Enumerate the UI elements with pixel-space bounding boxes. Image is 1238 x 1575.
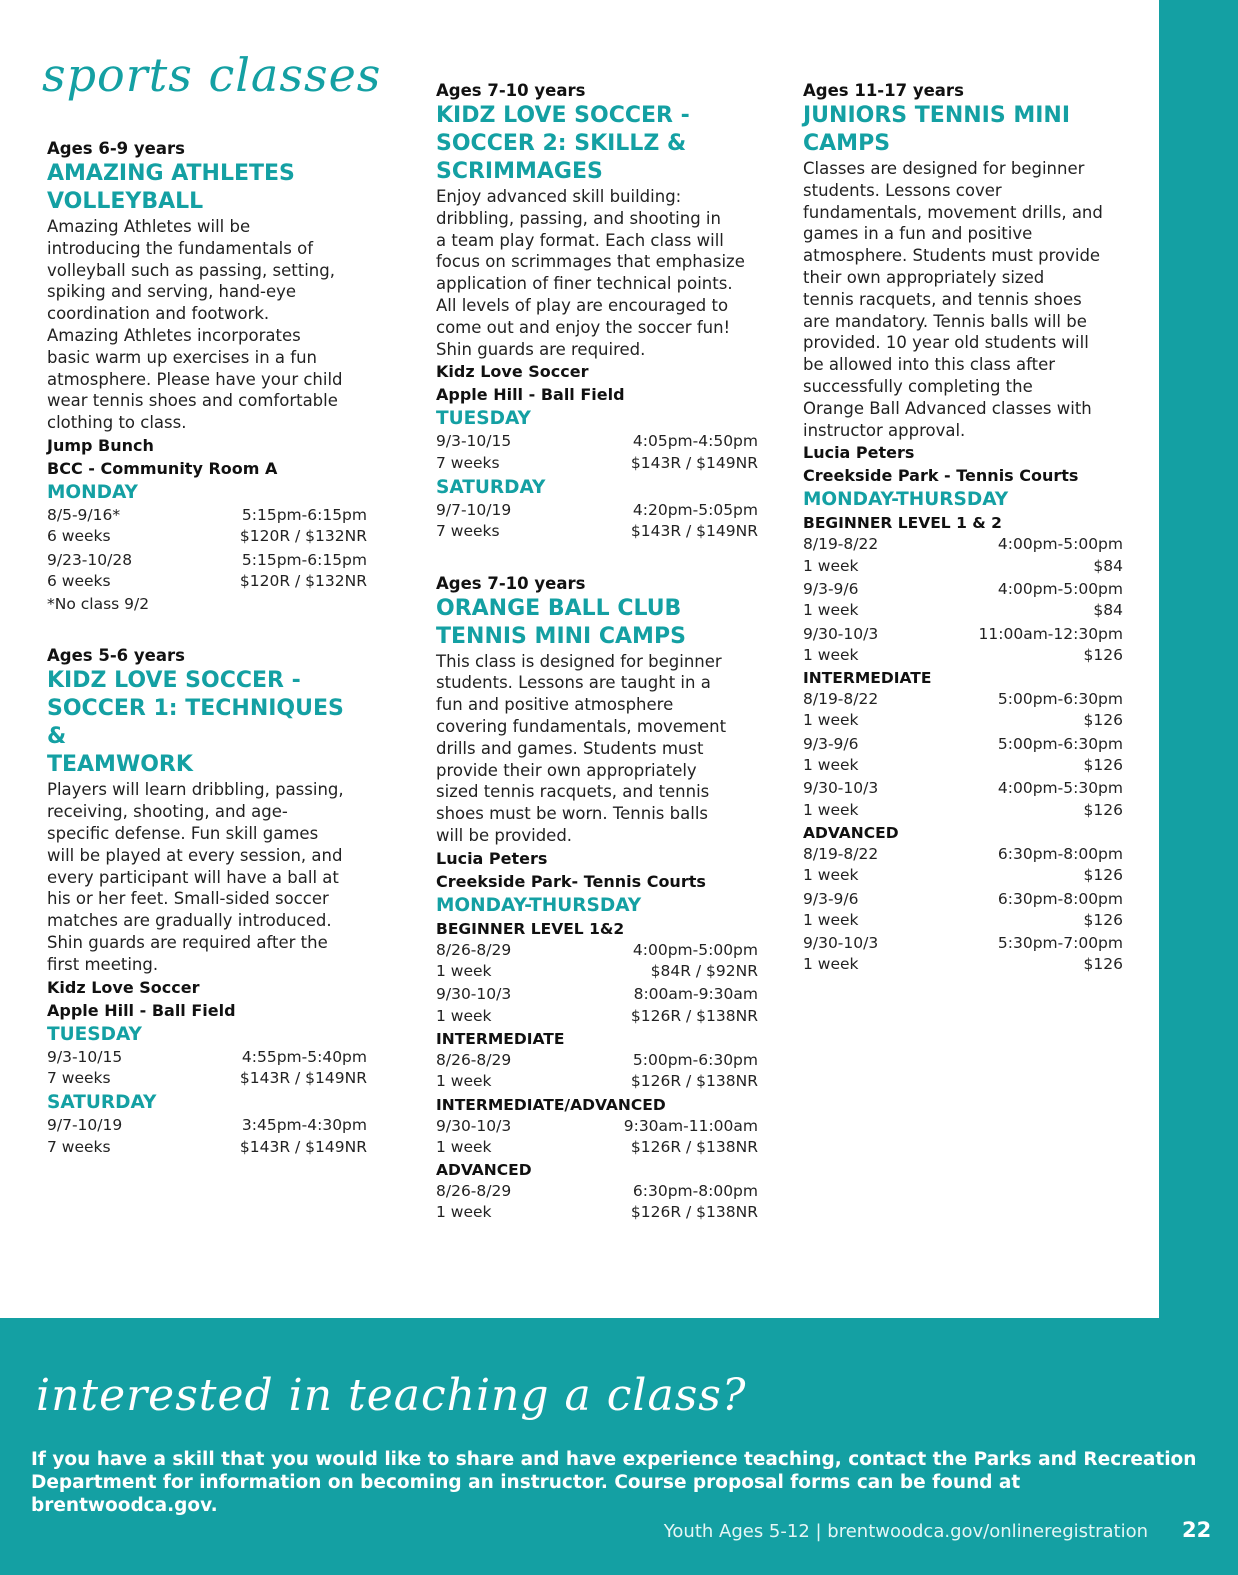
- skill-level: INTERMEDIATE: [436, 1029, 565, 1048]
- session-duration: 7 weeks: [47, 1137, 111, 1156]
- session-time: 4:00pm-5:00pm: [997, 579, 1123, 598]
- session-duration-price: [803, 800, 1123, 821]
- session-row: [436, 984, 758, 1027]
- session-duration-price: [436, 1071, 758, 1092]
- column-2: [436, 80, 758, 1254]
- session-price: $84R / $92NR: [650, 962, 758, 981]
- session-dates: 9/3-9/6: [803, 579, 859, 598]
- session-duration: 1 week: [436, 962, 492, 981]
- class-location: Creekside Park - Tennis Courts: [803, 466, 1079, 486]
- session-duration: 1 week: [803, 866, 859, 885]
- session-dates: 8/19-8/22: [803, 535, 879, 554]
- session-price: $143R / $149NR: [630, 453, 758, 472]
- class-day: TUESDAY: [436, 408, 531, 430]
- session-dates-time: [803, 734, 1123, 755]
- session-duration-price: [803, 755, 1123, 776]
- session-duration-price: [436, 1006, 758, 1027]
- description-line: every participant will have a ball at: [47, 867, 339, 887]
- class-day: MONDAY-THURSDAY: [436, 894, 642, 916]
- session-row: [436, 940, 758, 983]
- class-age: Ages 6-9 years: [47, 139, 185, 158]
- description-line: first meeting.: [47, 954, 159, 974]
- session-duration: 1 week: [803, 645, 859, 664]
- session-dates: 8/26-8/29: [436, 940, 512, 959]
- session-duration: 6 weeks: [47, 527, 111, 546]
- class-age: Ages 7-10 years: [436, 81, 586, 100]
- description-line: students. Lessons cover: [803, 180, 1002, 200]
- session-price: $126: [1083, 910, 1123, 929]
- session-time: 4:20pm-5:05pm: [632, 500, 758, 519]
- session-row: [47, 1115, 367, 1158]
- class-day: SATURDAY: [47, 1092, 157, 1114]
- description-line: will be provided.: [436, 825, 573, 845]
- session-time: 3:45pm-4:30pm: [241, 1116, 367, 1135]
- description-line: application of finer technical points.: [436, 274, 733, 294]
- session-dates: 9/30-10/3: [436, 985, 512, 1004]
- page-number: 22: [1182, 1518, 1212, 1542]
- session-duration: 1 week: [803, 601, 859, 620]
- session-duration-price: [803, 600, 1123, 621]
- description-line: Classes are designed for beginner: [803, 159, 1085, 178]
- session-dates-time: [803, 624, 1123, 645]
- description-line: basic warm up exercises in a fun: [47, 347, 317, 367]
- session-price: $120R / $132NR: [239, 571, 367, 590]
- session-time: 6:30pm-8:00pm: [997, 889, 1123, 908]
- session-time: 4:05pm-4:50pm: [632, 432, 758, 451]
- description-line: provided. 10 year old students will: [803, 333, 1089, 353]
- session-time: 5:15pm-6:15pm: [241, 505, 367, 524]
- class-title: [436, 595, 758, 651]
- session-duration-price: [436, 1202, 758, 1223]
- description-line: come out and enjoy the soccer fun!: [436, 317, 731, 337]
- description-line: matches are gradually introduced.: [47, 911, 332, 931]
- description-line: volleyball such as passing, setting,: [47, 260, 335, 280]
- session-dates-time: [803, 579, 1123, 600]
- description-line: instructor approval.: [803, 420, 966, 440]
- session-time: 5:00pm-6:30pm: [997, 734, 1123, 753]
- session-row: [803, 933, 1123, 976]
- session-duration-price: [436, 961, 758, 982]
- description-line: are mandatory. Tennis balls will be: [803, 311, 1087, 331]
- session-time: 5:00pm-6:30pm: [632, 1050, 758, 1069]
- description-line: focus on scrimmages that emphasize: [436, 252, 745, 272]
- session-time: 4:55pm-5:40pm: [241, 1047, 367, 1066]
- session-duration-price: [436, 1137, 758, 1158]
- session-price: $84: [1093, 556, 1123, 575]
- description-line: games in a fun and positive: [803, 224, 1033, 244]
- session-duration: 1 week: [803, 910, 859, 929]
- description-line: introducing the fundamentals of: [47, 238, 314, 258]
- page-title: sports classes: [42, 48, 382, 102]
- description-line: covering fundamentals, movement: [436, 716, 727, 736]
- class-description: [436, 186, 758, 360]
- class-block: [47, 138, 367, 615]
- session-time: 4:00pm-5:00pm: [632, 940, 758, 959]
- session-dates-time: [803, 844, 1123, 865]
- class-title-line: ORANGE BALL CLUB: [436, 595, 682, 621]
- session-dates-time: [436, 500, 758, 521]
- class-title-line: TENNIS MINI CAMPS: [436, 623, 686, 649]
- session-dates-time: [803, 889, 1123, 910]
- session-dates-time: [803, 778, 1123, 799]
- class-description: [436, 651, 758, 847]
- description-line: successfully completing the: [803, 376, 1033, 396]
- class-title: [803, 102, 1123, 158]
- column-3: [803, 80, 1123, 1006]
- session-duration: 1 week: [803, 711, 859, 730]
- instructor-name: Kidz Love Soccer: [47, 977, 200, 997]
- session-duration-price: [47, 1068, 367, 1089]
- session-duration: 7 weeks: [436, 522, 500, 541]
- description-line: their own appropriately sized: [803, 267, 1045, 287]
- instructor-name: Kidz Love Soccer: [436, 362, 589, 382]
- session-dates: 8/26-8/29: [436, 1050, 512, 1069]
- session-price: $84: [1093, 601, 1123, 620]
- class-age: Ages 5-6 years: [47, 646, 185, 666]
- session-duration: 6 weeks: [47, 571, 111, 590]
- session-duration-price: [436, 521, 758, 542]
- class-title-line: AMAZING ATHLETES: [47, 161, 295, 186]
- class-location: Apple Hill - Ball Field: [47, 1000, 236, 1020]
- session-dates: 8/26-8/29: [436, 1182, 512, 1201]
- session-dates: 9/3-10/15: [47, 1047, 123, 1066]
- session-dates-time: [47, 550, 367, 571]
- session-row: [47, 1047, 367, 1090]
- session-price: $126: [1083, 866, 1123, 885]
- session-row: [803, 579, 1123, 622]
- description-line: spiking and serving, hand-eye: [47, 282, 297, 302]
- session-duration: 1 week: [436, 1006, 492, 1025]
- class-title-line: JUNIORS TENNIS MINI: [803, 103, 1071, 128]
- session-duration-price: [803, 910, 1123, 931]
- skill-level: INTERMEDIATE: [803, 669, 932, 688]
- description-line: coordination and footwork.: [47, 304, 270, 324]
- class-age: Ages 7-10 years: [436, 573, 586, 593]
- session-duration-price: [436, 453, 758, 474]
- session-row: [803, 778, 1123, 821]
- description-line: a team play format. Each class will: [436, 230, 724, 250]
- session-row: [436, 1116, 758, 1159]
- cta-text: If you have a skill that you would like to share and have experience teaching, contact the Parks and Recreation Department for information on becoming an instructor. Course proposal forms can be found at brentwoodca.gov.: [31, 1449, 1197, 1516]
- description-line: Enjoy advanced skill building:: [436, 187, 682, 206]
- side-accent-band: [1159, 0, 1238, 1318]
- class-day: TUESDAY: [47, 1023, 142, 1045]
- session-duration: 1 week: [436, 1072, 492, 1091]
- session-row: [436, 500, 758, 543]
- session-duration: 1 week: [436, 1137, 492, 1156]
- class-description: [47, 216, 367, 434]
- session-row: [436, 1050, 758, 1093]
- session-time: 5:30pm-7:00pm: [997, 934, 1123, 953]
- class-block: [436, 80, 758, 543]
- class-age: Ages 11-17 years: [803, 81, 964, 100]
- session-time: 5:00pm-6:30pm: [997, 690, 1123, 709]
- instructor-name: Jump Bunch: [47, 435, 154, 455]
- session-duration: 7 weeks: [47, 1068, 111, 1087]
- description-line: wear tennis shoes and comfortable: [47, 391, 338, 411]
- session-time: 9:30am-11:00am: [623, 1116, 758, 1135]
- session-dates-time: [803, 534, 1123, 555]
- skill-level: BEGINNER LEVEL 1&2: [436, 919, 625, 938]
- description-line: will be played at every session, and: [47, 845, 343, 865]
- session-duration-price: [47, 1137, 367, 1158]
- class-block: [47, 645, 367, 1157]
- session-duration-price: [47, 571, 367, 592]
- session-duration: 1 week: [803, 800, 859, 819]
- session-duration-price: [803, 645, 1123, 666]
- footer-text: Youth Ages 5-12 | brentwoodca.gov/onlineregistration: [663, 1521, 1148, 1542]
- description-line: drills and games. Students must: [436, 738, 704, 758]
- description-line: clothing to class.: [47, 413, 187, 433]
- session-dates: 9/3-9/6: [803, 889, 859, 908]
- class-title-line: TEAMWORK: [47, 752, 193, 778]
- session-time: 6:30pm-8:00pm: [632, 1182, 758, 1201]
- session-dates: 8/19-8/22: [803, 690, 879, 709]
- session-row: [436, 431, 758, 474]
- session-row: [47, 550, 367, 593]
- description-line: atmosphere. Students must provide: [803, 246, 1101, 266]
- session-price: $143R / $149NR: [630, 522, 758, 541]
- class-title-line: CAMPS: [803, 131, 891, 156]
- session-duration: 7 weeks: [436, 453, 500, 472]
- session-duration: 1 week: [803, 955, 859, 974]
- column-1: [47, 138, 367, 1188]
- session-row: [47, 505, 367, 548]
- class-location: BCC - Community Room A: [47, 458, 278, 478]
- session-duration-price: [803, 556, 1123, 577]
- session-dates-time: [803, 689, 1123, 710]
- class-title: [47, 667, 367, 779]
- class-title-line: SCRIMMAGES: [436, 159, 603, 184]
- session-dates: 9/30-10/3: [803, 624, 879, 643]
- session-dates-time: [436, 1050, 758, 1071]
- description-line: All levels of play are encouraged to: [436, 295, 729, 315]
- session-price: $126R / $138NR: [630, 1137, 758, 1156]
- session-row: [803, 689, 1123, 732]
- session-dates: 9/30-10/3: [803, 934, 879, 953]
- session-price: $126R / $138NR: [630, 1203, 758, 1222]
- session-price: $126: [1083, 711, 1123, 730]
- session-dates-time: [803, 933, 1123, 954]
- session-price: $126R / $138NR: [630, 1006, 758, 1025]
- session-row: [803, 844, 1123, 887]
- session-row: [803, 889, 1123, 932]
- description-line: shoes must be worn. Tennis balls: [436, 804, 709, 824]
- session-time: 5:15pm-6:15pm: [241, 550, 367, 569]
- description-line: dribbling, passing, and shooting in: [436, 208, 721, 228]
- session-dates: 9/23-10/28: [47, 550, 133, 569]
- class-title-line: SOCCER 2: SKILLZ &: [436, 131, 687, 156]
- description-line: Shin guards are required.: [436, 339, 646, 359]
- session-duration: 1 week: [803, 756, 859, 775]
- description-line: receiving, shooting, and age-: [47, 802, 288, 822]
- session-duration: 1 week: [436, 1203, 492, 1222]
- skill-level: ADVANCED: [436, 1161, 532, 1180]
- session-dates: 9/7-10/19: [436, 500, 512, 519]
- class-block: [803, 80, 1123, 976]
- class-note: *No class 9/2: [47, 595, 150, 614]
- session-duration-price: [803, 865, 1123, 886]
- description-line: Amazing Athletes will be: [47, 217, 251, 236]
- session-dates-time: [47, 1047, 367, 1068]
- session-dates: 8/5-9/16*: [47, 505, 121, 524]
- session-dates-time: [47, 505, 367, 526]
- description-line: be allowed into this class after: [803, 355, 1056, 375]
- instructor-name: Lucia Peters: [436, 848, 548, 868]
- description-line: Orange Ball Advanced classes with: [803, 398, 1092, 418]
- class-title-line: KIDZ LOVE SOCCER -: [436, 103, 690, 128]
- description-line: students. Lessons are taught in a: [436, 673, 711, 693]
- class-day: MONDAY: [47, 481, 138, 503]
- session-price: $126R / $138NR: [630, 1072, 758, 1091]
- session-dates-time: [436, 940, 758, 961]
- description-line: fun and positive atmosphere: [436, 695, 674, 715]
- session-duration: 1 week: [803, 556, 859, 575]
- description-line: This class is designed for beginner: [436, 651, 722, 671]
- session-duration-price: [47, 526, 367, 547]
- session-row: [436, 1181, 758, 1224]
- session-price: $126: [1083, 800, 1123, 819]
- class-description: [47, 779, 367, 975]
- description-line: specific defense. Fun skill games: [47, 824, 319, 844]
- session-dates-time: [436, 984, 758, 1005]
- class-title-line: KIDZ LOVE SOCCER -: [47, 668, 301, 694]
- class-title: [436, 102, 758, 186]
- session-dates: 9/3-10/15: [436, 432, 512, 451]
- description-line: fundamentals, movement drills, and: [803, 202, 1103, 222]
- description-line: provide their own appropriately: [436, 760, 697, 780]
- session-time: 11:00am-12:30pm: [978, 624, 1123, 643]
- skill-level: INTERMEDIATE/ADVANCED: [436, 1095, 666, 1114]
- class-location: Creekside Park- Tennis Courts: [436, 871, 706, 891]
- description-line: atmosphere. Please have your child: [47, 369, 343, 389]
- session-dates-time: [47, 1115, 367, 1136]
- session-row: [803, 534, 1123, 577]
- cta-title: interested in teaching a class?: [36, 1370, 747, 1421]
- class-title-line: VOLLEYBALL: [47, 189, 204, 214]
- session-dates: 9/7-10/19: [47, 1116, 123, 1135]
- session-time: 4:00pm-5:30pm: [997, 779, 1123, 798]
- class-title: [47, 160, 367, 216]
- session-price: $120R / $132NR: [239, 527, 367, 546]
- session-dates: 9/30-10/3: [803, 779, 879, 798]
- session-dates: 8/19-8/22: [803, 844, 879, 863]
- description-line: Shin guards are required after the: [47, 933, 328, 953]
- class-location: Apple Hill - Ball Field: [436, 385, 625, 405]
- session-duration-price: [803, 710, 1123, 731]
- skill-level: ADVANCED: [803, 823, 899, 842]
- session-time: 8:00am-9:30am: [633, 985, 758, 1004]
- session-price: $126: [1083, 645, 1123, 664]
- session-price: $126: [1083, 756, 1123, 775]
- session-duration-price: [803, 954, 1123, 975]
- session-row: [803, 624, 1123, 667]
- class-description: [803, 158, 1123, 441]
- description-line: Players will learn dribbling, passing,: [47, 780, 344, 800]
- session-price: $143R / $149NR: [239, 1068, 367, 1087]
- class-block: [436, 573, 758, 1224]
- session-time: 6:30pm-8:00pm: [997, 844, 1123, 863]
- instructor-name: Lucia Peters: [803, 443, 915, 463]
- class-day: MONDAY-THURSDAY: [803, 489, 1009, 511]
- class-day: SATURDAY: [436, 476, 546, 498]
- session-dates-time: [436, 431, 758, 452]
- skill-level: BEGINNER LEVEL 1 & 2: [803, 514, 1002, 533]
- session-price: $126: [1083, 955, 1123, 974]
- class-title-line: SOCCER 1: TECHNIQUES &: [47, 696, 344, 750]
- description-line: sized tennis racquets, and tennis: [436, 782, 710, 802]
- session-dates-time: [436, 1116, 758, 1137]
- session-dates: 9/3-9/6: [803, 734, 859, 753]
- session-time: 4:00pm-5:00pm: [997, 535, 1123, 554]
- description-line: tennis racquets, and tennis shoes: [803, 289, 1082, 309]
- session-dates: 9/30-10/3: [436, 1116, 512, 1135]
- session-dates-time: [436, 1181, 758, 1202]
- session-price: $143R / $149NR: [239, 1137, 367, 1156]
- description-line: his or her feet. Small-sided soccer: [47, 889, 329, 909]
- session-row: [803, 734, 1123, 777]
- description-line: Amazing Athletes incorporates: [47, 325, 301, 345]
